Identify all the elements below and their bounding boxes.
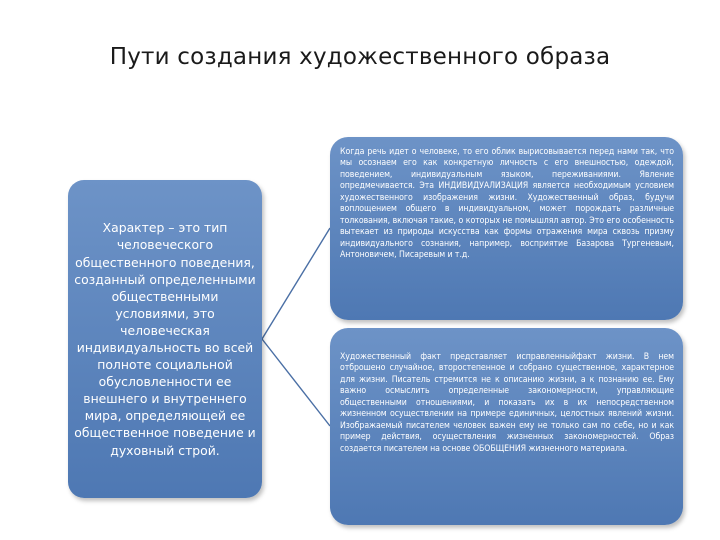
slide-title: Пути создания художественного образа xyxy=(109,44,611,70)
generalization-text: Художественный факт представляет исправленныйфакт жизни. В нем отброшено случайное, второстепенное и собрано существенное, характерное для жизни. Писатель стремится не к описанию жизни, а к познанию ее. Ему важно осмыслить определенные закономерности, управляющие общественными отношениями, и показать их в их непосредственном жизненном осуществлении на примере единичных, целостных явлений жизни. Изображаемый писателем человек важен ему не только сам по себе, но и как пример действия, осуществления жизненных закономерностей. Образ создается писателем на основе ОБОБЩЕНИЯ жизненного материала. xyxy=(340,352,674,454)
individualization-text: Когда речь идет о человеке, то его облик вырисовывается перед нами так, что мы осознаем его как конкретную личность с его внешностью, одеждой, поведением, индивидуальным языком, переживаниями. Явление опредмечивается. Эта ИНДИВИДУАЛИЗАЦИЯ является необходимым условием художественного изображения жизни. Художественный образ, будучи воплощением общего в индивидуальном, может порождать различные толкования, включая такие, о которых не помышлял автор. Это его особенность вытекает из природы искусства как формы отражения мира сквозь призму индивидуального сознания, например, восприятие Базарова Тургеневым, Антоновичем, Писаревым и т.д. xyxy=(340,147,674,261)
individualization-box xyxy=(330,137,683,320)
character-definition-text: Характер – это тип человеческого общественного поведения, созданный определенными общественными условиями, это человеческая индивидуальность во всей полноте социальной обусловленности ее внешнего и внутреннего мира, определяющей ее общественное поведение и духовный строй. xyxy=(74,220,256,458)
generalization-box xyxy=(330,328,683,525)
connector-line-top xyxy=(262,228,330,339)
character-definition-box xyxy=(68,180,262,498)
connector-line-bottom xyxy=(262,339,330,426)
